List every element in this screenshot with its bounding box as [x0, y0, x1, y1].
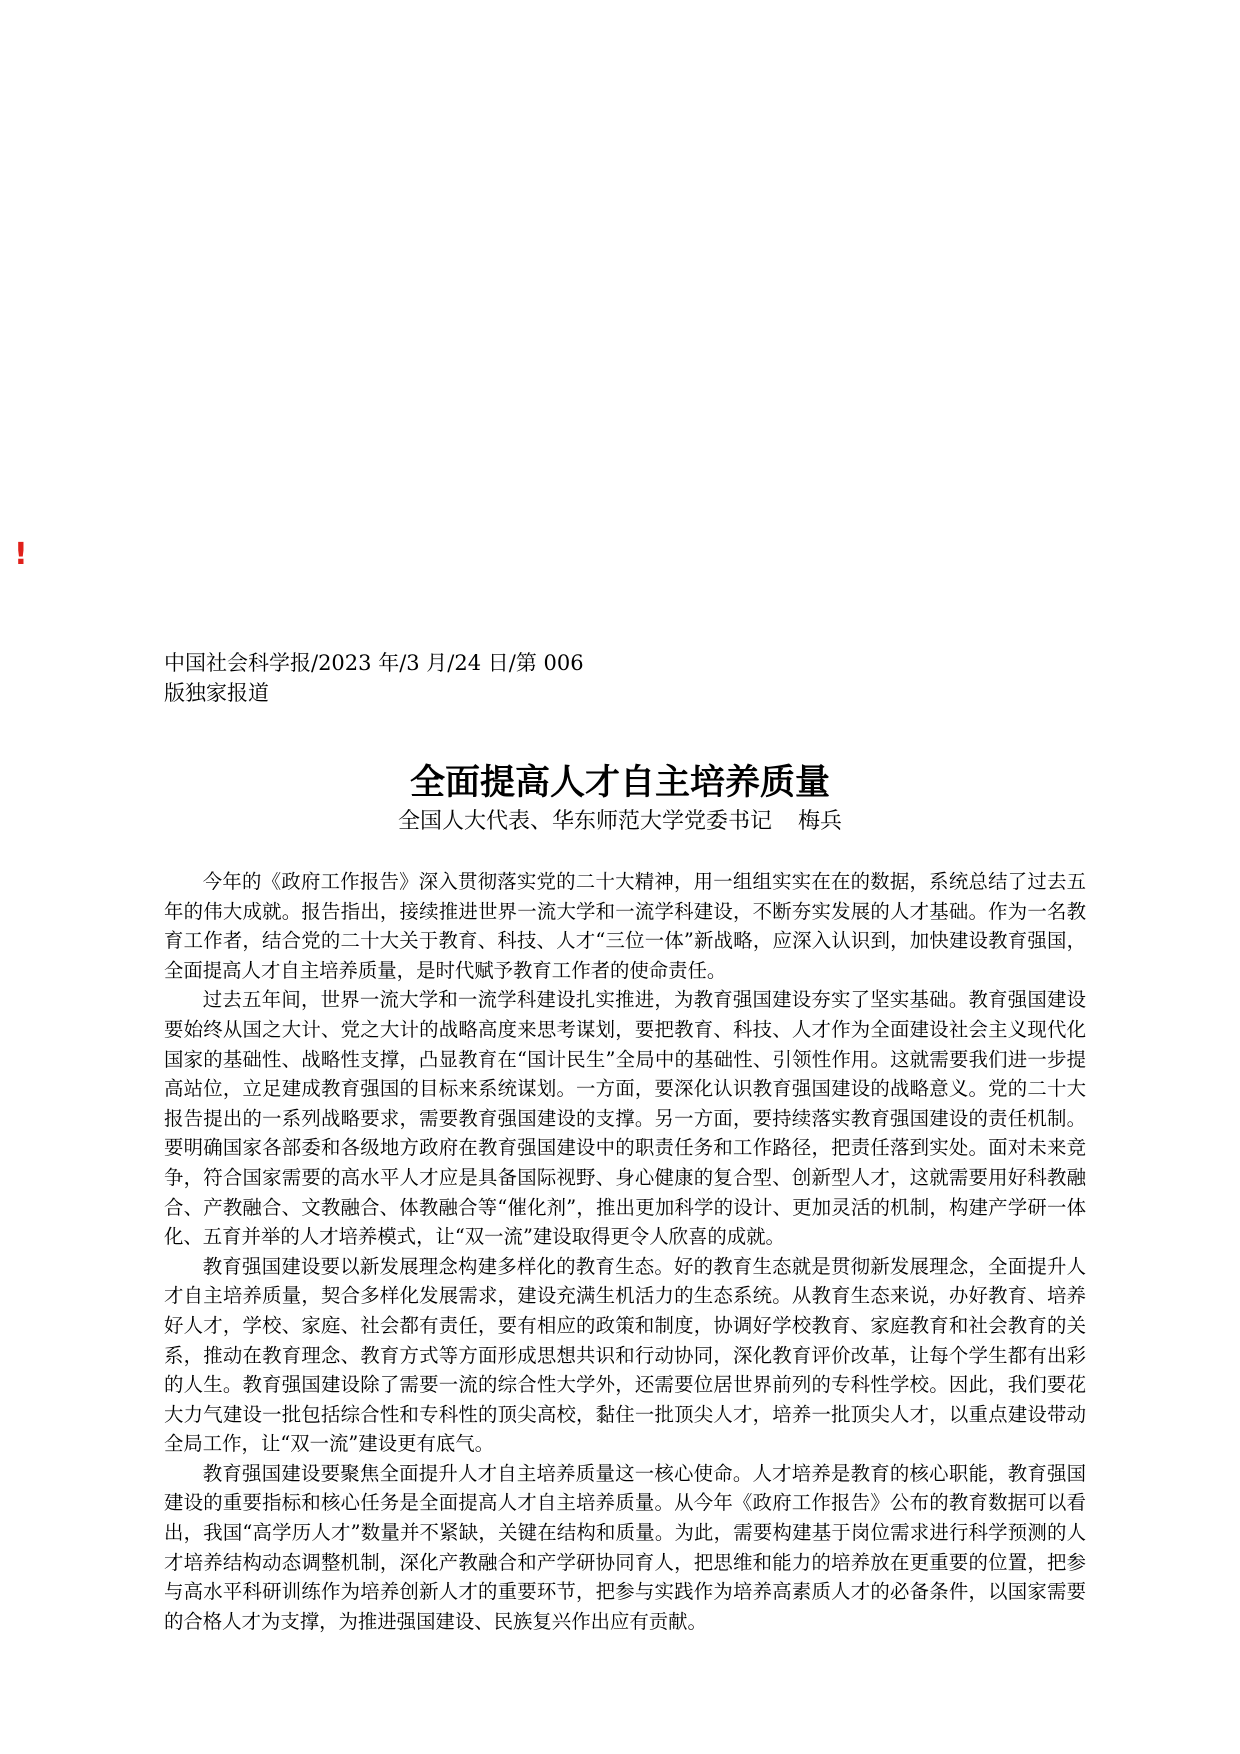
article-byline	[0, 806, 1240, 838]
paragraph-3: 教育强国建设要以新发展理念构建多样化的教育生态。好的教育生态就是贯彻新发展理念，全面提升人才自主培养质量，契合多样化发展需求，建设充满生机活力的生态系统。从教育生态来说，办好教育、培养好人才，学校、家庭、社会都有责任，要有相应的政策和制度，协调好学校教育、家庭教育和社会教育的关系，推动在教育理念、教育方式等方面形成思想共识和行动协同，深化教育评价改革，让每个学生都有出彩的人生。教育强国建设除了需要一流的综合性大学外，还需要位居世界前列的专科性学校。因此，我们要花大力气建设一批包括综合性和专科性的顶尖高校，黏住一批顶尖人才，培养一批顶尖人才，以重点建设带动全局工作，让“双一流”建设更有底气。	[164, 1254, 1086, 1456]
paragraph-1: 今年的《政府工作报告》深入贯彻落实党的二十大精神，用一组组实实在在的数据，系统总结了过去五年的伟大成就。报告指出，接续推进世界一流大学和一流学科建设，不断夯实发展的人才基础。作为一名教育工作者，结合党的二十大关于教育、科技、人才“三位一体”新战略，应深入认识到，加快建设教育强国，全面提高人才自主培养质量，是时代赋予教育工作者的使命责任。	[164, 870, 1086, 982]
paragraph-2: 过去五年间，世界一流大学和一流学科建设扎实推进，为教育强国建设夯实了坚实基础。教育强国建设要始终从国之大计、党之大计的战略高度来思考谋划，要把教育、科技、人才作为全面建设社会主义现代化国家的基础性、战略性支撑，凸显教育在“国计民生”全局中的基础性、引领性作用。这就需要我们进一步提高站位，立足建成教育强国的目标来系统谋划。一方面，要深化认识教育强国建设的战略意义。党的二十大报告提出的一系列战略要求，需要教育强国建设的支撑。另一方面，要持续落实教育强国建设的责任机制。要明确国家各部委和各级地方政府在教育强国建设中的职责任务和工作路径，把责任落到实处。面对未来竞争，符合国家需要的高水平人才应是具备国际视野、身心健康的复合型、创新型人才，这就需要用好科教融合、产教融合、文教融合、体教融合等“催化剂”，推出更加科学的设计、更加灵活的机制，构建产学研一体化、五育并举的人才培养模式，让“双一流”建设取得更令人欣喜的成就。	[164, 988, 1086, 1249]
article-title: 全面提高人才自主培养质量	[409, 763, 830, 804]
paragraph-4: 教育强国建设要聚焦全面提升人才自主培养质量这一核心使命。人才培养是教育的核心职能，教育强国建设的重要指标和核心任务是全面提高人才自主培养质量。从今年《政府工作报告》公布的教育数据可以看出，我国“高学历人才”数量并不紧缺，关键在结构和质量。为此，需要构建基于岗位需求进行科学预测的人才培养结构动态调整机制，深化产教融合和产学研协同育人，把思维和能力的培养放在更重要的位置，把参与高水平科研训练作为培养创新人才的重要环节，把参与实践作为培养高素质人才的必备条件，以国家需要的合格人才为支撑，为推进强国建设、民族复兴作出应有贡献。	[164, 1461, 1086, 1633]
red-exclamation-mark: !	[14, 537, 28, 572]
publication-source-line: 中国社会科学报/2023 年/3 月/24 日/第 006 版独家报道	[164, 651, 584, 705]
article-body	[164, 867, 1086, 1636]
author-affiliation: 全国人大代表、华东师范大学党委书记	[397, 809, 772, 834]
author-name: 梅兵	[798, 809, 843, 834]
